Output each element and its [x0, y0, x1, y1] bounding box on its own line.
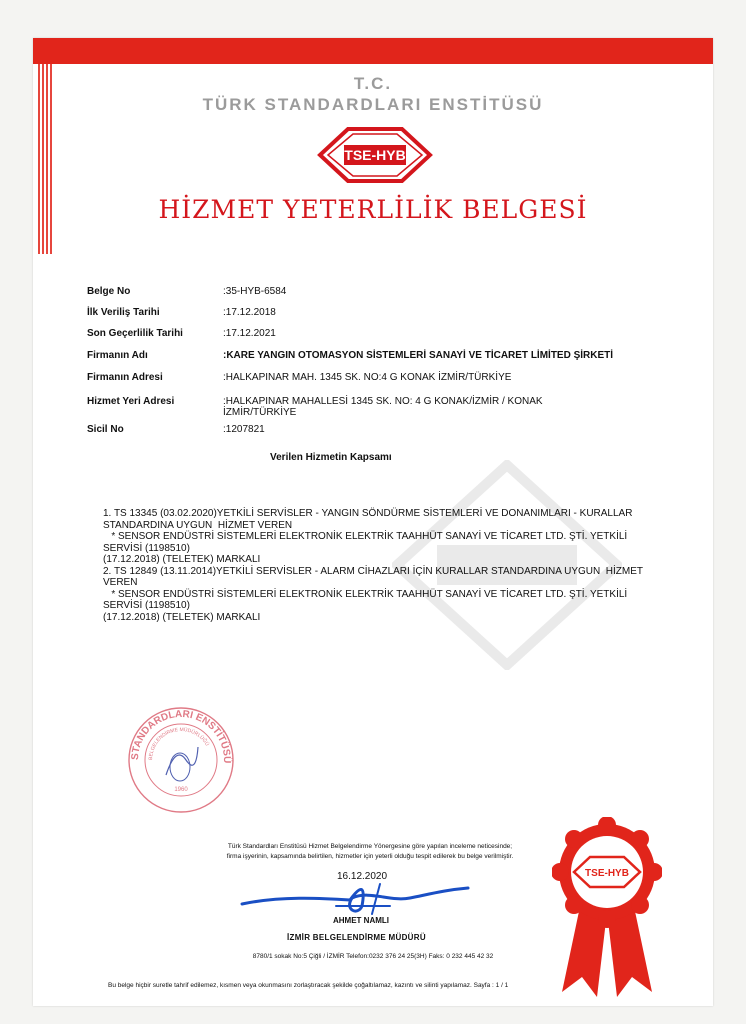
svg-text:TSE-HYB: TSE-HYB [585, 868, 629, 879]
signature-date: 16.12.2020 [337, 871, 388, 882]
scope-line: SERVİSİ (1198510) [103, 600, 190, 611]
label-belge-no: Belge No [87, 286, 131, 297]
note-line: firma işyerinin, kapsamında belirtilen, hizmetler için yeterli olduğu tespit edilerek bu belge verilmiştir. [226, 853, 514, 860]
value-hizmet-yeri: :HALKAPINAR MAHALLESİ 1345 SK. NO: 4 G KONAK/İZMİR / KONAK [223, 396, 543, 407]
note-line: Türk Standardları Enstitüsü Hizmet Belgelendirme Yönergesine göre yapılan inceleme neticesinde; [227, 843, 513, 850]
scope-text [103, 508, 683, 623]
official-round-stamp [126, 705, 236, 815]
label-firma-adi: Firmanın Adı [87, 350, 148, 361]
certification-note [190, 842, 550, 862]
red-rosette-seal [552, 817, 662, 1002]
scope-line: SERVİSİ (1198510) [103, 542, 190, 554]
label-firma-adresi: Firmanın Adresi [87, 372, 163, 383]
label-hizmet-yeri: Hizmet Yeri Adresi [87, 396, 175, 407]
svg-text:1960: 1960 [174, 787, 188, 793]
footer-disclaimer: Bu belge hiçbir suretle tahrif edilemez, kısmen veya okunmasını zorlaştıracak şekilde çoğaltılamaz, kazıntı ve silinti yapılamaz. Sayfa : 1 / 1 [108, 982, 509, 989]
value-firma-adi: :KARE YANGIN OTOMASYON SİSTEMLERİ SANAYİ VE TİCARET LİMİTED ŞİRKETİ [223, 350, 614, 361]
scope-line: STANDARDINA UYGUN HİZMET VEREN [103, 519, 293, 531]
svg-text:TSE-HYB: TSE-HYB [344, 147, 406, 163]
office-address: 8780/1 sokak No:5 Çiğli / İZMİR Telefon:0232 376 24 25(3H) Faks: 0 232 445 42 32 [252, 953, 494, 960]
value-ilk-verilis: :17.12.2018 [223, 307, 276, 318]
signer-name: AHMET NAMLI [333, 916, 389, 925]
header-institute: TÜRK STANDARDLARI ENSTİTÜSÜ [202, 95, 544, 114]
value-firma-adresi: :HALKAPINAR MAH. 1345 SK. NO:4 G KONAK İZMİR/TÜRKİYE [223, 372, 512, 383]
tse-hyb-logo [316, 126, 434, 184]
label-sicil-no: Sicil No [87, 424, 124, 435]
value-sicil-no: :1207821 [223, 424, 265, 435]
scope-line: 1. TS 13345 (03.02.2020)YETKİLİ SERVİSLER - YANGIN SÖNDÜRME SİSTEMLERİ VE DONANIMLARI - KURALLAR [103, 508, 633, 519]
scope-line: * SENSOR ENDÜSTRİ SİSTEMLERİ ELEKTRONİK ELEKTRİK TAAHHÜT SANAYİ VE TİCARET LTD. ŞTİ. YETKİLİ [103, 531, 628, 542]
scope-line: (17.12.2018) (TELETEK) MARKALI [103, 554, 261, 565]
value-hizmet-yeri-line2: İZMİR/TÜRKİYE [223, 407, 297, 418]
svg-text:BELGELENDİRME MÜDÜRLÜĞÜ: BELGELENDİRME MÜDÜRLÜĞÜ [147, 726, 210, 761]
label-son-gecerlilik: Son Geçerlilik Tarihi [87, 328, 183, 339]
scope-line: VEREN [103, 577, 138, 588]
value-belge-no: :35-HYB-6584 [223, 286, 287, 297]
certificate-title: HİZMET YETERLİLİK BELGESİ [158, 195, 588, 224]
scope-line: 2. TS 12849 (13.11.2014)YETKİLİ SERVİSLER - ALARM CİHAZLARI İÇİN KURALLAR STANDARDINA UYGUN HİZMET [103, 565, 643, 577]
svg-text:STANDARDLARI ENSTİTÜSÜ: STANDARDLARI ENSTİTÜSÜ [129, 708, 233, 764]
label-ilk-verilis: İlk Veriliş Tarihi [87, 307, 160, 318]
header-tc: T.C. [353, 74, 393, 93]
scope-title: Verilen Hizmetin Kapsamı [270, 452, 392, 463]
handwritten-signature [240, 876, 470, 920]
value-son-gecerlilik: :17.12.2021 [223, 328, 276, 339]
signer-title: İZMİR BELGELENDİRME MÜDÜRÜ [287, 933, 426, 942]
scope-line: (17.12.2018) (TELETEK) MARKALI [103, 611, 261, 623]
top-red-band [33, 38, 713, 64]
scope-line: * SENSOR ENDÜSTRİ SİSTEMLERİ ELEKTRONİK ELEKTRİK TAAHHÜT SANAYİ VE TİCARET LTD. ŞTİ. YETKİLİ [103, 588, 628, 600]
